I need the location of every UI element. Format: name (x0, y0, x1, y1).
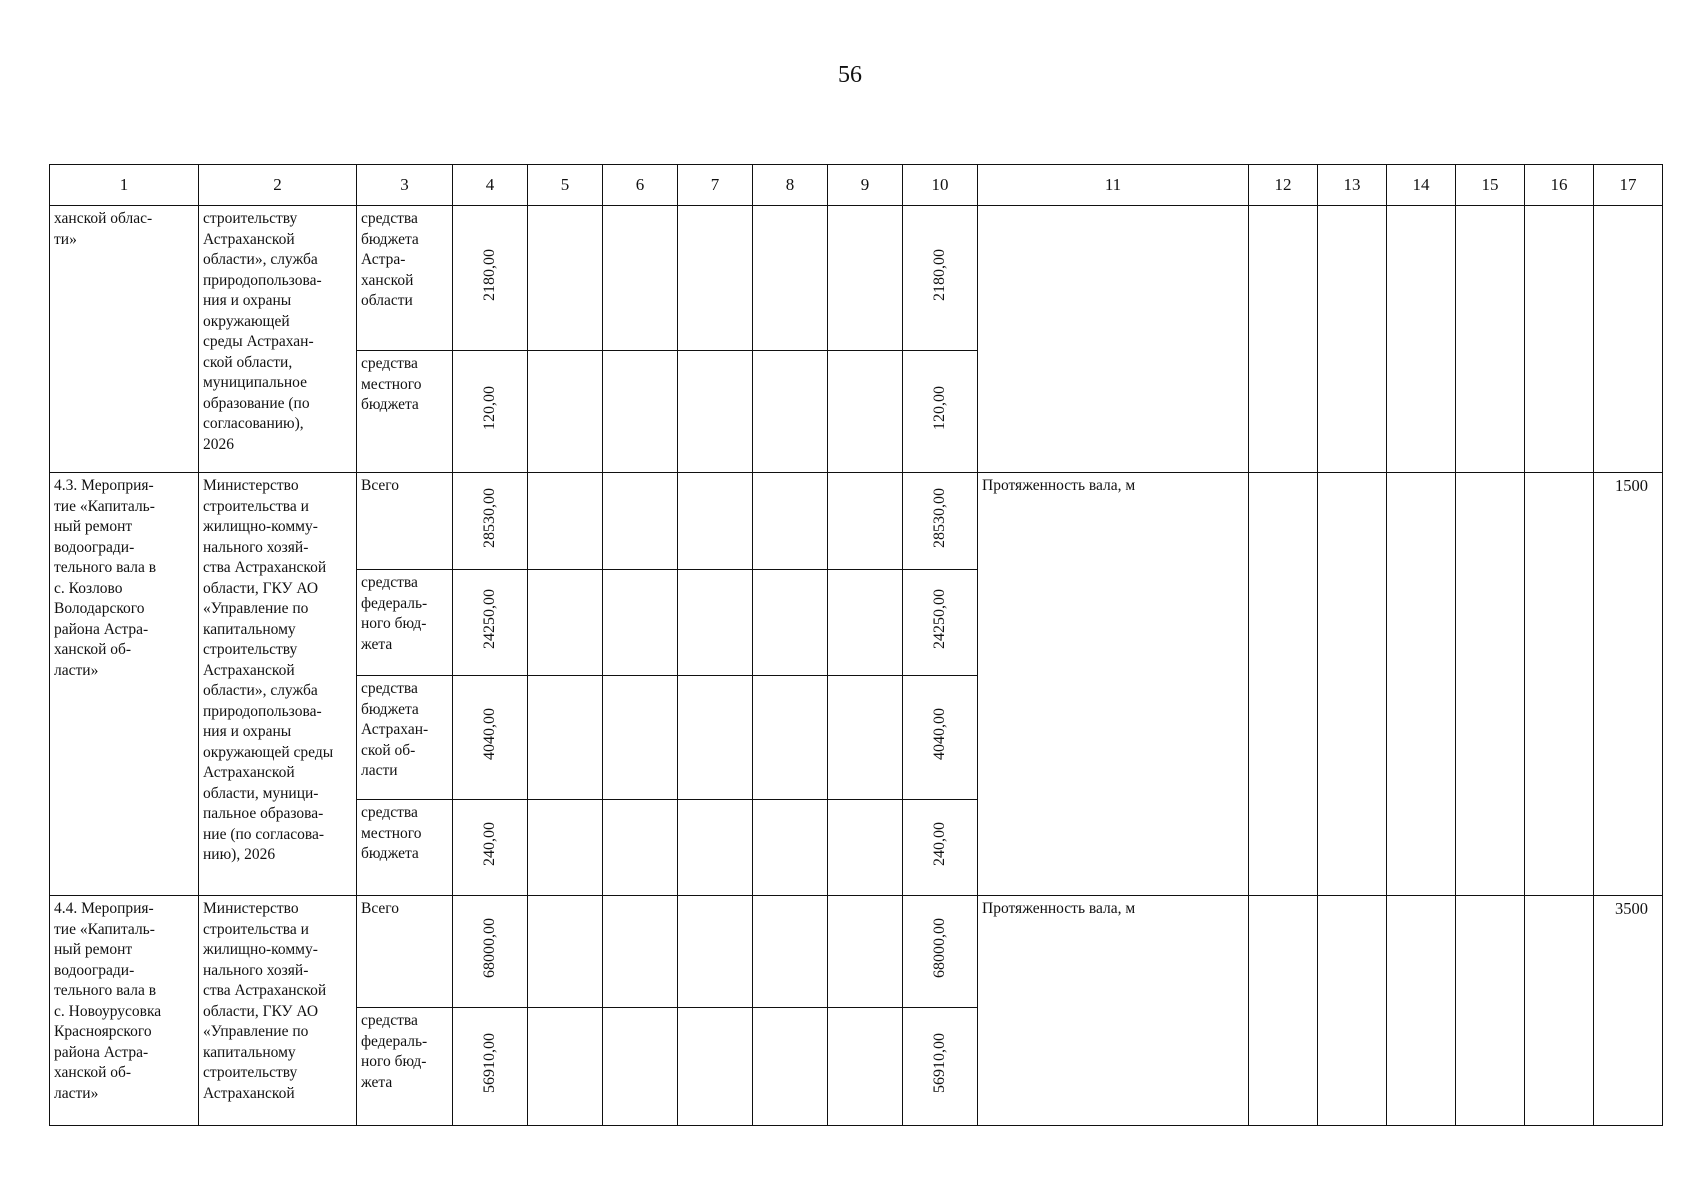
amount-year: 28530,00 (931, 487, 948, 548)
page-number: 56 (838, 62, 862, 88)
funding-source: средства федераль- ного бюд- жета (357, 1008, 453, 1126)
measure-name: 4.4. Мероприя- тие «Капиталь- ный ремонт водоогради- тельного вала в с. Новоурусовка Красноярского района Астра- ханской об- ласти» (50, 896, 199, 1126)
table-row (50, 896, 1663, 1008)
responsible-executor: Министерство строительства и жилищно-комму- нального хозяй- ства Астраханской области, ГКУ АО «Управление по капитальному строительству Астраханской области», служба природопользова- ния и охраны окружающей среды Астраханской области, муници- пальное образова- ние (по согласова- нию), 2026 (199, 473, 357, 896)
col-header: 15 (1456, 165, 1525, 206)
col-header: 3 (357, 165, 453, 206)
col-header: 13 (1318, 165, 1387, 206)
indicator-value: 1500 (1594, 473, 1663, 896)
amount-year: 4040,00 (931, 708, 948, 761)
funding-source: Всего (357, 896, 453, 1008)
funding-source: Всего (357, 473, 453, 570)
amount-total: 68000,00 (481, 918, 498, 979)
col-header: 14 (1387, 165, 1456, 206)
responsible-executor: строительству Астраханской области», служба природопользова- ния и охраны окружающей среды Астрахан- ской области, муниципальное образование (по согласованию), 2026 (199, 206, 357, 473)
amount-total: 4040,00 (481, 708, 498, 761)
amount-total: 120,00 (481, 386, 498, 431)
col-header: 2 (199, 165, 357, 206)
amount-year: 240,00 (931, 822, 948, 867)
col-header: 10 (903, 165, 978, 206)
amount-year: 24250,00 (931, 589, 948, 650)
col-header: 17 (1594, 165, 1663, 206)
col-header: 5 (528, 165, 603, 206)
col-header: 9 (828, 165, 903, 206)
funding-source: средства местного бюджета (357, 800, 453, 896)
budget-table (49, 164, 1663, 1126)
indicator-name: Протяженность вала, м (978, 473, 1249, 896)
amount-total: 240,00 (481, 822, 498, 867)
funding-source: средства бюджета Астра- ханской области (357, 206, 453, 351)
col-header: 12 (1249, 165, 1318, 206)
col-header: 4 (453, 165, 528, 206)
col-header: 6 (603, 165, 678, 206)
responsible-executor: Министерство строительства и жилищно-комму- нального хозяй- ства Астраханской области, ГКУ АО «Управление по капитальному строительству Астраханской (199, 896, 357, 1126)
amount-total: 24250,00 (481, 589, 498, 650)
amount-year: 120,00 (931, 386, 948, 431)
funding-source: средства бюджета Астрахан- ской об- ласти (357, 676, 453, 800)
amount-total: 56910,00 (481, 1033, 498, 1094)
col-header: 8 (753, 165, 828, 206)
measure-name: 4.3. Мероприя- тие «Капиталь- ный ремонт водоогради- тельного вала в с. Козлово Володарского района Астра- ханской об- ласти» (50, 473, 199, 896)
indicator-name: Протяженность вала, м (978, 896, 1249, 1126)
amount-total: 28530,00 (481, 487, 498, 548)
amount-year: 2180,00 (931, 248, 948, 301)
amount-year: 68000,00 (931, 918, 948, 979)
amount-year: 56910,00 (931, 1033, 948, 1094)
table-row (50, 473, 1663, 570)
funding-source: средства федераль- ного бюд- жета (357, 570, 453, 676)
col-header: 16 (1525, 165, 1594, 206)
funding-source: средства местного бюджета (357, 351, 453, 473)
indicator-value: 3500 (1594, 896, 1663, 1126)
measure-name: ханской облас- ти» (50, 206, 199, 473)
column-number-row (50, 165, 1663, 206)
col-header: 7 (678, 165, 753, 206)
table-row (50, 206, 1663, 351)
col-header: 11 (978, 165, 1249, 206)
col-header: 1 (50, 165, 199, 206)
amount-total: 2180,00 (481, 248, 498, 301)
